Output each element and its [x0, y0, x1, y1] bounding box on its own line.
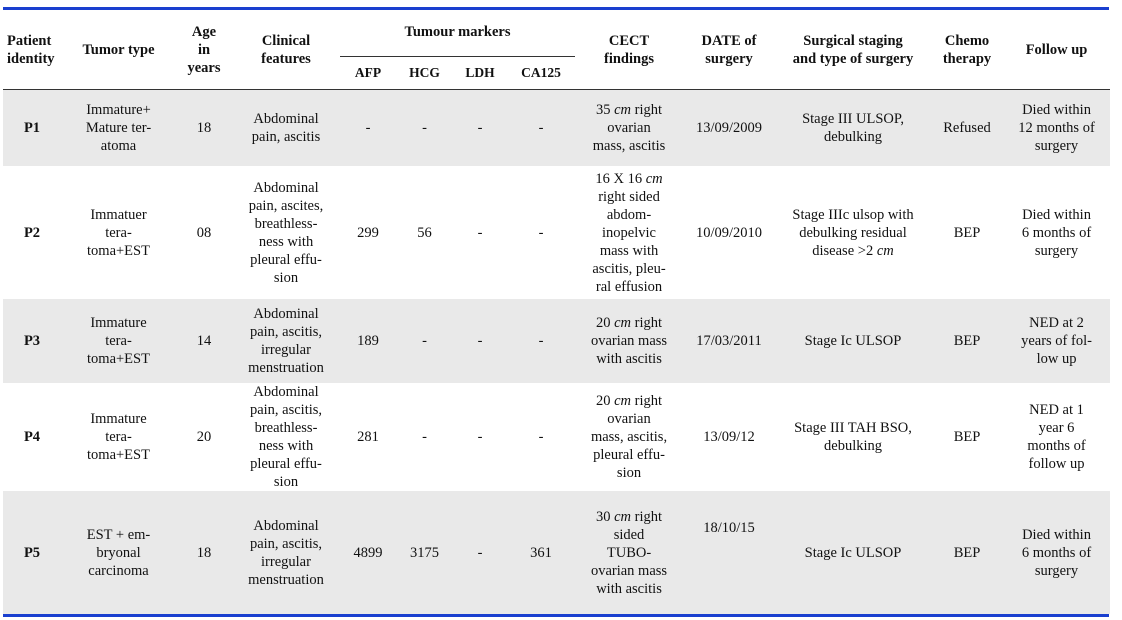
ldh-cell: -	[453, 383, 507, 491]
age-cell: 18	[176, 491, 232, 614]
tumor-type-cell: Immature+ Mature ter- atoma	[61, 90, 176, 166]
age-cell: 20	[176, 383, 232, 491]
age-cell: 08	[176, 166, 232, 299]
clinical-features-cell: Abdominal pain, ascitis, irregular menstruation	[232, 491, 340, 614]
surgical-staging-cell: Stage III ULSOP, debulking	[775, 90, 931, 166]
header-date-of-surgery: DATE of surgery	[701, 32, 757, 67]
chemotherapy-cell: BEP	[931, 166, 1003, 299]
table-row	[3, 383, 1110, 491]
clinical-features-cell: Abdominal pain, ascites, breathless- ness with pleural effu- sion	[232, 166, 340, 299]
header-clinical-features: Clinical features	[261, 32, 311, 67]
header-ca125: CA125	[521, 65, 561, 80]
ca125-cell: -	[507, 383, 575, 491]
tumor-table-container	[3, 7, 1109, 617]
tumor-type-cell: EST + em- bryonal carcinoma	[61, 491, 176, 614]
date-cell: 13/09/12	[683, 383, 775, 491]
clinical-features-cell: Abdominal pain, ascitis	[232, 90, 340, 166]
hcg-cell: -	[396, 383, 453, 491]
afp-cell: 189	[340, 299, 396, 383]
ca125-cell: -	[507, 299, 575, 383]
tumor-type-cell: Immatuer tera- toma+EST	[61, 166, 176, 299]
afp-cell: 4899	[340, 491, 396, 614]
table-row	[3, 90, 1110, 166]
header-hcg: HCG	[409, 65, 440, 80]
header-follow-up: Follow up	[1025, 41, 1088, 58]
tumor-type-cell: Immature tera- toma+EST	[61, 383, 176, 491]
clinical-features-cell: Abdominal pain, ascitis, irregular menstruation	[232, 299, 340, 383]
patient-id: P4	[3, 383, 61, 491]
header-cect-findings: CECT findings	[604, 32, 654, 67]
ldh-cell: -	[453, 90, 507, 166]
header-afp: AFP	[354, 65, 382, 80]
header-surgical-staging: Surgical staging and type of surgery	[792, 32, 914, 67]
ca125-cell: -	[507, 166, 575, 299]
ldh-cell: -	[453, 299, 507, 383]
surgical-staging-cell: Stage Ic ULSOP	[775, 299, 931, 383]
hcg-cell: -	[396, 299, 453, 383]
hcg-cell: -	[396, 90, 453, 166]
ldh-cell: -	[453, 491, 507, 614]
table-row	[3, 166, 1110, 299]
cect-findings-cell: 16 X 16 cm right sided abdom- inopelvic mass with ascitis, pleu- ral effusion	[575, 166, 683, 299]
patient-id: P2	[3, 166, 61, 299]
ldh-cell: -	[453, 166, 507, 299]
ca125-cell: 361	[507, 491, 575, 614]
patient-tumor-table	[3, 10, 1110, 614]
chemotherapy-cell: Refused	[931, 90, 1003, 166]
header-patient-identity: Patient identity	[7, 32, 55, 67]
surgical-staging-cell: Stage IIIc ulsop with debulking residual disease >2 cm	[775, 166, 931, 299]
follow-up-cell: Died within 6 months of surgery	[1003, 491, 1110, 614]
cect-findings-cell: 35 cm right ovarian mass, ascitis	[575, 90, 683, 166]
patient-id: P5	[3, 491, 61, 614]
date-cell: 10/09/2010	[683, 166, 775, 299]
patient-id: P3	[3, 299, 61, 383]
afp-cell: -	[340, 90, 396, 166]
patient-id: P1	[3, 90, 61, 166]
table-row	[3, 299, 1110, 383]
date-cell: 17/03/2011	[683, 299, 775, 383]
follow-up-cell: Died within 6 months of surgery	[1003, 166, 1110, 299]
follow-up-cell: Died within 12 months of surgery	[1003, 90, 1110, 166]
follow-up-cell: NED at 1 year 6 months of follow up	[1003, 383, 1110, 491]
clinical-features-cell: Abdominal pain, ascitis, breathless- ness with pleural effu- sion	[232, 383, 340, 491]
surgical-staging-cell: Stage Ic ULSOP	[775, 491, 931, 614]
cect-findings-cell: 20 cm right ovarian mass, ascitis, pleural effu- sion	[575, 383, 683, 491]
header-chemotherapy: Chemo therapy	[942, 32, 992, 67]
surgical-staging-cell: Stage III TAH BSO, debulking	[775, 383, 931, 491]
afp-cell: 299	[340, 166, 396, 299]
chemotherapy-cell: BEP	[931, 383, 1003, 491]
header-age: Age in years	[187, 23, 221, 76]
chemotherapy-cell: BEP	[931, 491, 1003, 614]
table-row	[3, 491, 1110, 614]
hcg-cell: 56	[396, 166, 453, 299]
follow-up-cell: NED at 2 years of fol- low up	[1003, 299, 1110, 383]
header-ldh: LDH	[465, 65, 495, 80]
hcg-cell: 3175	[396, 491, 453, 614]
table-bottom-rule	[3, 614, 1109, 617]
header-tumor-type: Tumor type	[82, 41, 155, 58]
header-tumour-markers: Tumour markers	[340, 10, 575, 57]
cect-findings-cell: 20 cm right ovarian mass with ascitis	[575, 299, 683, 383]
age-cell: 18	[176, 90, 232, 166]
date-cell: 13/09/2009	[683, 90, 775, 166]
cect-findings-cell: 30 cm right sided TUBO- ovarian mass with ascitis	[575, 491, 683, 614]
chemotherapy-cell: BEP	[931, 299, 1003, 383]
ca125-cell: -	[507, 90, 575, 166]
age-cell: 14	[176, 299, 232, 383]
date-cell: 18/10/15	[683, 491, 775, 614]
afp-cell: 281	[340, 383, 396, 491]
tumor-type-cell: Immature tera- toma+EST	[61, 299, 176, 383]
